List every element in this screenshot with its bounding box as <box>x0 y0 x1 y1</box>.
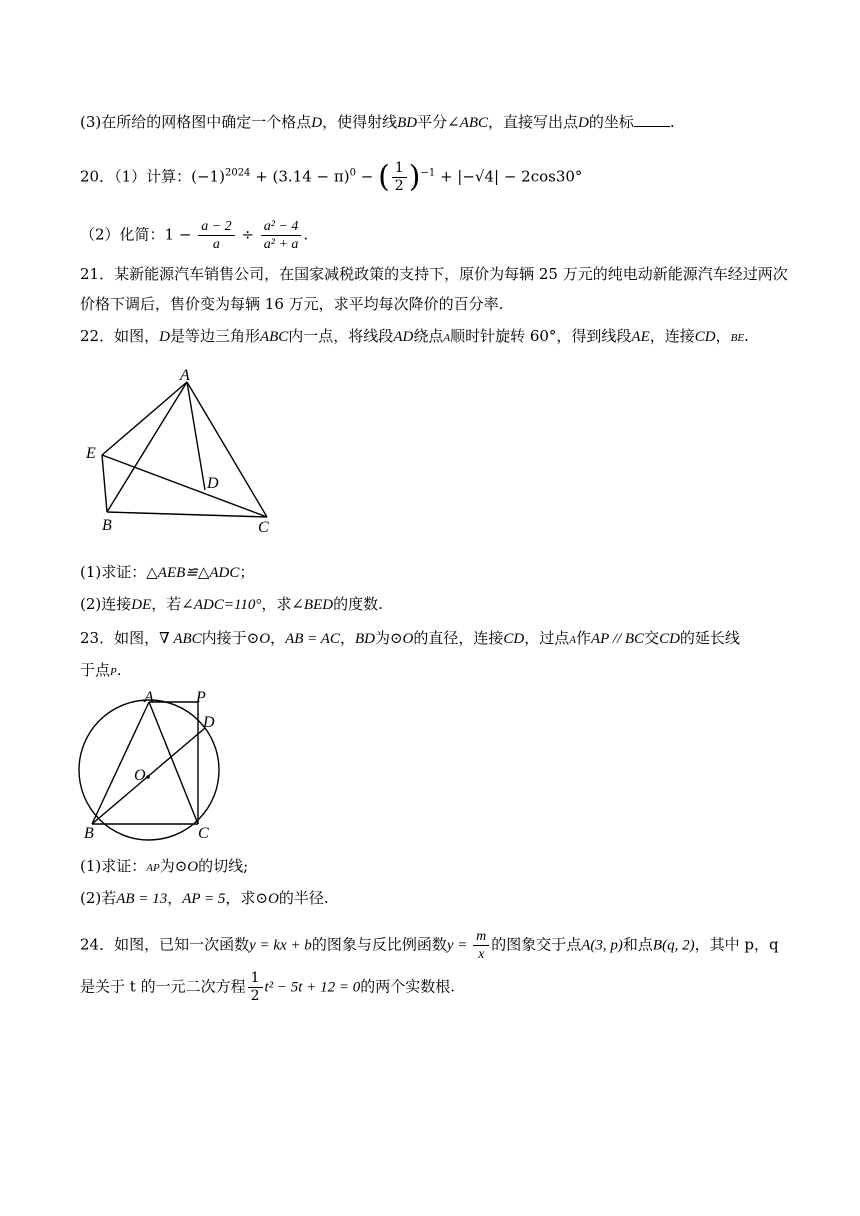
label-C: C <box>198 825 209 842</box>
label-D: D <box>203 714 215 731</box>
q23-circle-figure <box>70 690 240 842</box>
q22-part1: (1)求证：△AEB≌△ADC； <box>80 563 255 581</box>
q22-stem: 22．如图，D是等边三角形ABC内一点，将线段AD绕点A顺时针旋转 60°，得到线段AE，连接CD，BE. <box>80 327 749 345</box>
fraction-one-half: $\frac{1}{2}$ <box>392 160 407 195</box>
label-O: O <box>134 767 146 784</box>
q19-part3: (3)在所给的网格图中确定一个格点D，使得射线BD平分∠ABC，直接写出点D的坐标 . <box>80 113 675 131</box>
q20-part2: （2）化简：1 − $\frac{a - 2}{a}$ ÷ $\frac{\text{a² − 4}}{\text{a² + a}}$ . <box>80 219 309 252</box>
fraction-m-over-x: $\frac{m}{x}$ <box>473 928 489 963</box>
q23-stem-line1: 23．如图，∇ ABC内接于⊙O，AB = AC，BD为⊙O的直径，连接CD，过点A作AP // BC交CD的延长线 <box>80 629 740 647</box>
label-B: B <box>84 825 94 842</box>
label-P: P <box>196 690 206 706</box>
label-D: D <box>207 475 219 492</box>
q20-part1: 20．（1）计算：$(-1)^{2024} + (3.14 - \pi)^0$ − ( $\frac{1}{2}$ )$^{-1}$ + |−√4| − 2cos30° <box>80 159 583 195</box>
q23-stem-line2: 于点P. <box>80 661 122 679</box>
q21-line2: 价格下调后，售价变为每辆 16 万元，求平均每次降价的百分率. <box>80 295 504 313</box>
q22-part2: (2)连接DE，若∠ADC=110°，求∠BED的度数. <box>80 595 383 613</box>
answer-blank[interactable] <box>634 112 670 127</box>
label-B: B <box>102 517 112 534</box>
fraction-a2-minus-4: $\frac{\text{a² − 4}}{\text{a² + a}}$ <box>261 218 302 253</box>
label-E: E <box>86 445 96 462</box>
label-A: A <box>180 367 190 384</box>
fraction-one-half: $\frac{1}{2}$ <box>248 970 263 1005</box>
label-C: C <box>258 519 269 536</box>
q23-part2: (2)若AB = 13，AP = 5，求⊙O的半径. <box>80 889 329 907</box>
fraction-a-minus-2: $\frac{a - 2}{a}$ <box>198 218 234 253</box>
q22-triangle-figure <box>80 362 280 540</box>
label-A: A <box>144 690 154 706</box>
q23-part1: (1)求证：AP为⊙O的切线; <box>80 857 249 875</box>
q21-line1: 21．某新能源汽车销售公司，在国家减税政策的支持下，原价为每辆 25 万元的纯电动新能源汽车经过两次 <box>80 265 788 283</box>
q24-line2: 是关于 t 的一元二次方程 $\frac{1}{2}$ t² − 5t + 12 = 0的两个实数根. <box>80 970 455 1004</box>
q24-line1: 24．如图，已知一次函数y = kx + b的图象与反比例函数y = $\frac{m}{x}$ 的图象交于点A(3, p)和点B(q, 2)，其中 p，q <box>80 929 779 962</box>
